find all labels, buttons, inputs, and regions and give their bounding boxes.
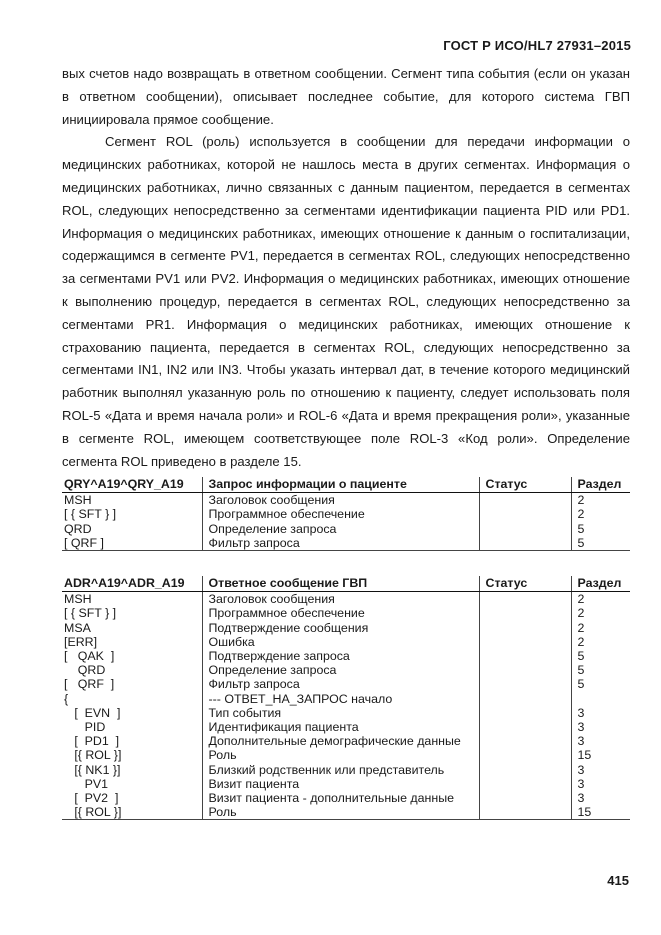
header-description: Ответное сообщение ГВП bbox=[202, 576, 479, 592]
description-cell: Визит пациента - дополнительные данные bbox=[202, 791, 479, 805]
table-row bbox=[62, 791, 630, 805]
description-cell: Дополнительные демографические данные bbox=[202, 734, 479, 748]
header-message-structure: ADR^A19^ADR_A19 bbox=[62, 576, 202, 592]
table-row bbox=[62, 805, 630, 820]
segment-cell: PV1 bbox=[64, 776, 109, 791]
table-row bbox=[62, 536, 630, 551]
status-cell bbox=[479, 706, 571, 720]
status-cell bbox=[479, 692, 571, 706]
description-cell: Программное обеспечение bbox=[202, 606, 479, 620]
table-row bbox=[62, 507, 630, 521]
table-row bbox=[62, 522, 630, 536]
section-cell: 3 bbox=[571, 777, 630, 791]
section-cell: 5 bbox=[571, 522, 630, 536]
section-cell: 2 bbox=[571, 635, 630, 649]
status-cell bbox=[479, 635, 571, 649]
segment-cell: [ PV2 ] bbox=[64, 791, 119, 806]
section-cell bbox=[571, 692, 630, 706]
segment-cell: [{ NK1 }] bbox=[64, 762, 121, 777]
paragraph: вых счетов надо возвращать в ответном сообщении. Сегмент типа события (если он указан в ответном сообщении), описывает последнее событие, для которого система ГВП инициировала прямое сообщение. bbox=[62, 66, 630, 127]
status-cell bbox=[479, 720, 571, 734]
section-cell: 5 bbox=[571, 649, 630, 663]
segment-cell: [ QRF ] bbox=[62, 536, 202, 551]
table-row bbox=[62, 621, 630, 635]
section-cell: 3 bbox=[571, 706, 630, 720]
header-description: Запрос информации о пациенте bbox=[202, 477, 479, 493]
description-cell: Заголовок сообщения bbox=[202, 493, 479, 508]
section-cell: 3 bbox=[571, 734, 630, 748]
segment-cell: { bbox=[64, 691, 69, 706]
status-cell bbox=[479, 592, 571, 607]
status-cell bbox=[479, 777, 571, 791]
table-row bbox=[62, 777, 630, 791]
status-cell bbox=[479, 493, 571, 508]
header-status: Статус bbox=[479, 576, 571, 592]
status-cell bbox=[479, 677, 571, 691]
segment-cell: [{ ROL }] bbox=[62, 805, 202, 820]
segment-cell: QRD bbox=[64, 521, 92, 536]
table-row bbox=[62, 692, 630, 706]
table-row bbox=[62, 706, 630, 720]
table-row bbox=[62, 606, 630, 620]
status-cell bbox=[479, 805, 571, 820]
description-cell: Программное обеспечение bbox=[202, 507, 479, 521]
section-cell: 3 bbox=[571, 763, 630, 777]
description-cell: Роль bbox=[202, 805, 479, 820]
status-cell bbox=[479, 621, 571, 635]
section-cell: 3 bbox=[571, 720, 630, 734]
status-cell bbox=[479, 748, 571, 762]
description-cell: Визит пациента bbox=[202, 777, 479, 791]
description-cell: Близкий родственник или представитель bbox=[202, 763, 479, 777]
section-cell: 2 bbox=[571, 606, 630, 620]
document-standard-id: ГОСТ Р ИСО/HL7 27931–2015 bbox=[443, 38, 631, 53]
segment-cell: [ { SFT } ] bbox=[64, 507, 117, 522]
qry-a19-message-table bbox=[62, 477, 630, 551]
status-cell bbox=[479, 663, 571, 677]
table-row bbox=[62, 592, 630, 607]
adr-a19-message-table bbox=[62, 576, 630, 820]
segment-cell: [ { SFT } ] bbox=[64, 606, 117, 621]
table-header-row bbox=[62, 576, 630, 592]
table-row bbox=[62, 734, 630, 748]
status-cell bbox=[479, 606, 571, 620]
section-cell: 5 bbox=[571, 536, 630, 551]
status-cell bbox=[479, 536, 571, 551]
segment-cell: [ EVN ] bbox=[64, 705, 121, 720]
segment-cell: QRD bbox=[64, 663, 106, 678]
segment-cell: MSH bbox=[64, 493, 92, 508]
table-row bbox=[62, 493, 630, 508]
header-section: Раздел bbox=[571, 477, 630, 493]
description-cell: Заголовок сообщения bbox=[202, 592, 479, 607]
description-cell: Роль bbox=[202, 748, 479, 762]
header-section: Раздел bbox=[571, 576, 630, 592]
status-cell bbox=[479, 522, 571, 536]
status-cell bbox=[479, 649, 571, 663]
table-row bbox=[62, 649, 630, 663]
body-text bbox=[62, 63, 630, 473]
segment-cell: [ PD1 ] bbox=[64, 734, 120, 749]
status-cell bbox=[479, 507, 571, 521]
table-header-row bbox=[62, 477, 630, 493]
description-cell: --- ОТВЕТ_НА_ЗАПРОС начало bbox=[202, 692, 479, 706]
table-row bbox=[62, 677, 630, 691]
section-cell: 5 bbox=[571, 663, 630, 677]
table-row bbox=[62, 720, 630, 734]
header-status: Статус bbox=[479, 477, 571, 493]
status-cell bbox=[479, 763, 571, 777]
section-cell: 2 bbox=[571, 592, 630, 607]
section-cell: 3 bbox=[571, 791, 630, 805]
segment-cell: PID bbox=[64, 720, 106, 735]
segment-cell: [ERR] bbox=[64, 634, 98, 649]
table-row bbox=[62, 748, 630, 762]
section-cell: 15 bbox=[571, 748, 630, 762]
segment-cell: MSA bbox=[64, 620, 91, 635]
description-cell: Фильтр запроса bbox=[202, 536, 479, 551]
section-cell: 2 bbox=[571, 507, 630, 521]
status-cell bbox=[479, 734, 571, 748]
table-row bbox=[62, 635, 630, 649]
description-cell: Идентификация пациента bbox=[202, 720, 479, 734]
description-cell: Ошибка bbox=[202, 635, 479, 649]
description-cell: Фильтр запроса bbox=[202, 677, 479, 691]
section-cell: 2 bbox=[571, 621, 630, 635]
description-cell: Тип события bbox=[202, 706, 479, 720]
segment-cell: [{ ROL }] bbox=[64, 748, 122, 763]
section-cell: 15 bbox=[571, 805, 630, 820]
header-message-structure: QRY^A19^QRY_A19 bbox=[62, 477, 202, 493]
page-number: 415 bbox=[607, 873, 629, 888]
status-cell bbox=[479, 791, 571, 805]
description-cell: Определение запроса bbox=[202, 663, 479, 677]
description-cell: Подтверждение запроса bbox=[202, 649, 479, 663]
paragraph: Сегмент ROL (роль) используется в сообщении для передачи информации о медицинских работниках, которой не нашлось места в других сегментах. Информация о медицинских работниках, лично связанных с данным пациентом, передается в сегментах ROL, следующих непосредственно за сегментами идентификации пациента PID или PD1. Информация о медицинских работниках, имеющих отношение к данным о госпитализации, содержащимся в сегменте PV1, передается в сегментах ROL, следующих непосредственно за сегментами PV1 или PV2. Информация о медицинских работниках, имеющих отношение к выполнению процедур, передается в сегментах ROL, следующих непосредственно за сегментами PR1. Информация о медицинских работниках, имеющих отношение к страхованию пациента, передается в сегментах ROL, следующих непосредственно за сегментами IN1, IN2 или IN3. Чтобы указать интервал дат, в течение которого медицинский работник выполнял указанную роль по отношению к пациенту, следует использовать поля ROL-5 «Дата и время начала роли» и ROL-6 «Дата и время прекращения роли», указанные в сегменте ROL, имеющем соответствующее поле ROL-3 «Код роли». Определение сегмента ROL приведено в разделе 15. bbox=[62, 134, 630, 469]
segment-cell: [ QRF ] bbox=[64, 677, 115, 692]
segment-cell: MSH bbox=[64, 592, 92, 607]
table-row bbox=[62, 663, 630, 677]
section-cell: 5 bbox=[571, 677, 630, 691]
section-cell: 2 bbox=[571, 493, 630, 508]
description-cell: Определение запроса bbox=[202, 522, 479, 536]
table-row bbox=[62, 763, 630, 777]
description-cell: Подтверждение сообщения bbox=[202, 621, 479, 635]
segment-cell: [ QAK ] bbox=[64, 649, 115, 664]
